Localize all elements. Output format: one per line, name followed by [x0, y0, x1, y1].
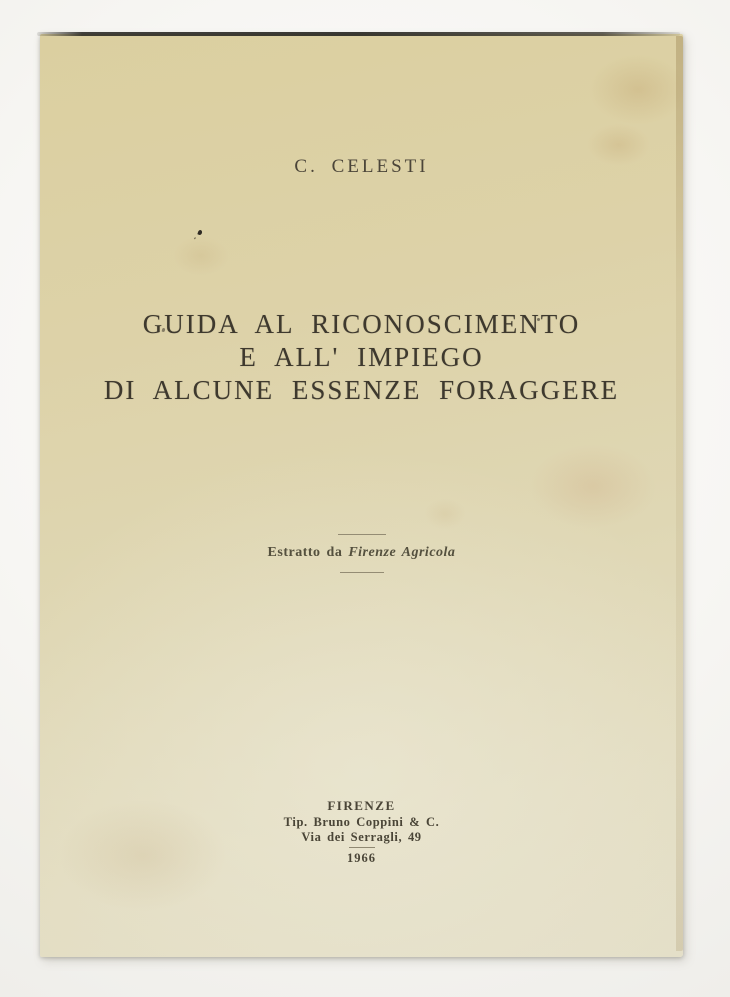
divider-rule	[340, 572, 384, 573]
imprint-address: Via dei Serragli, 49	[301, 830, 422, 844]
title-line-3: DI ALCUNE ESSENZE FORAGGERE	[103, 375, 620, 405]
extract-prefix: Estratto da	[267, 545, 349, 560]
extract-line	[40, 543, 683, 562]
title-line-2: E ALL' IMPIEGO	[239, 342, 484, 372]
divider-rule	[349, 847, 375, 848]
title-line-1: GUIDA AL RICONOSCIMENTO	[142, 309, 581, 339]
booklet-cover	[40, 34, 683, 957]
title-block	[40, 308, 683, 407]
imprint-year: 1966	[347, 851, 376, 865]
imprint-printer: Tip. Bruno Coppini & C.	[283, 815, 440, 829]
divider-rule	[338, 534, 386, 535]
author-name: C. CELESTI	[294, 156, 429, 177]
journal-name: Firenze Agricola	[348, 545, 456, 560]
ink-speck	[197, 230, 202, 236]
imprint-block	[40, 798, 683, 865]
imprint-city: FIRENZE	[327, 798, 396, 813]
extract-note	[40, 534, 683, 573]
